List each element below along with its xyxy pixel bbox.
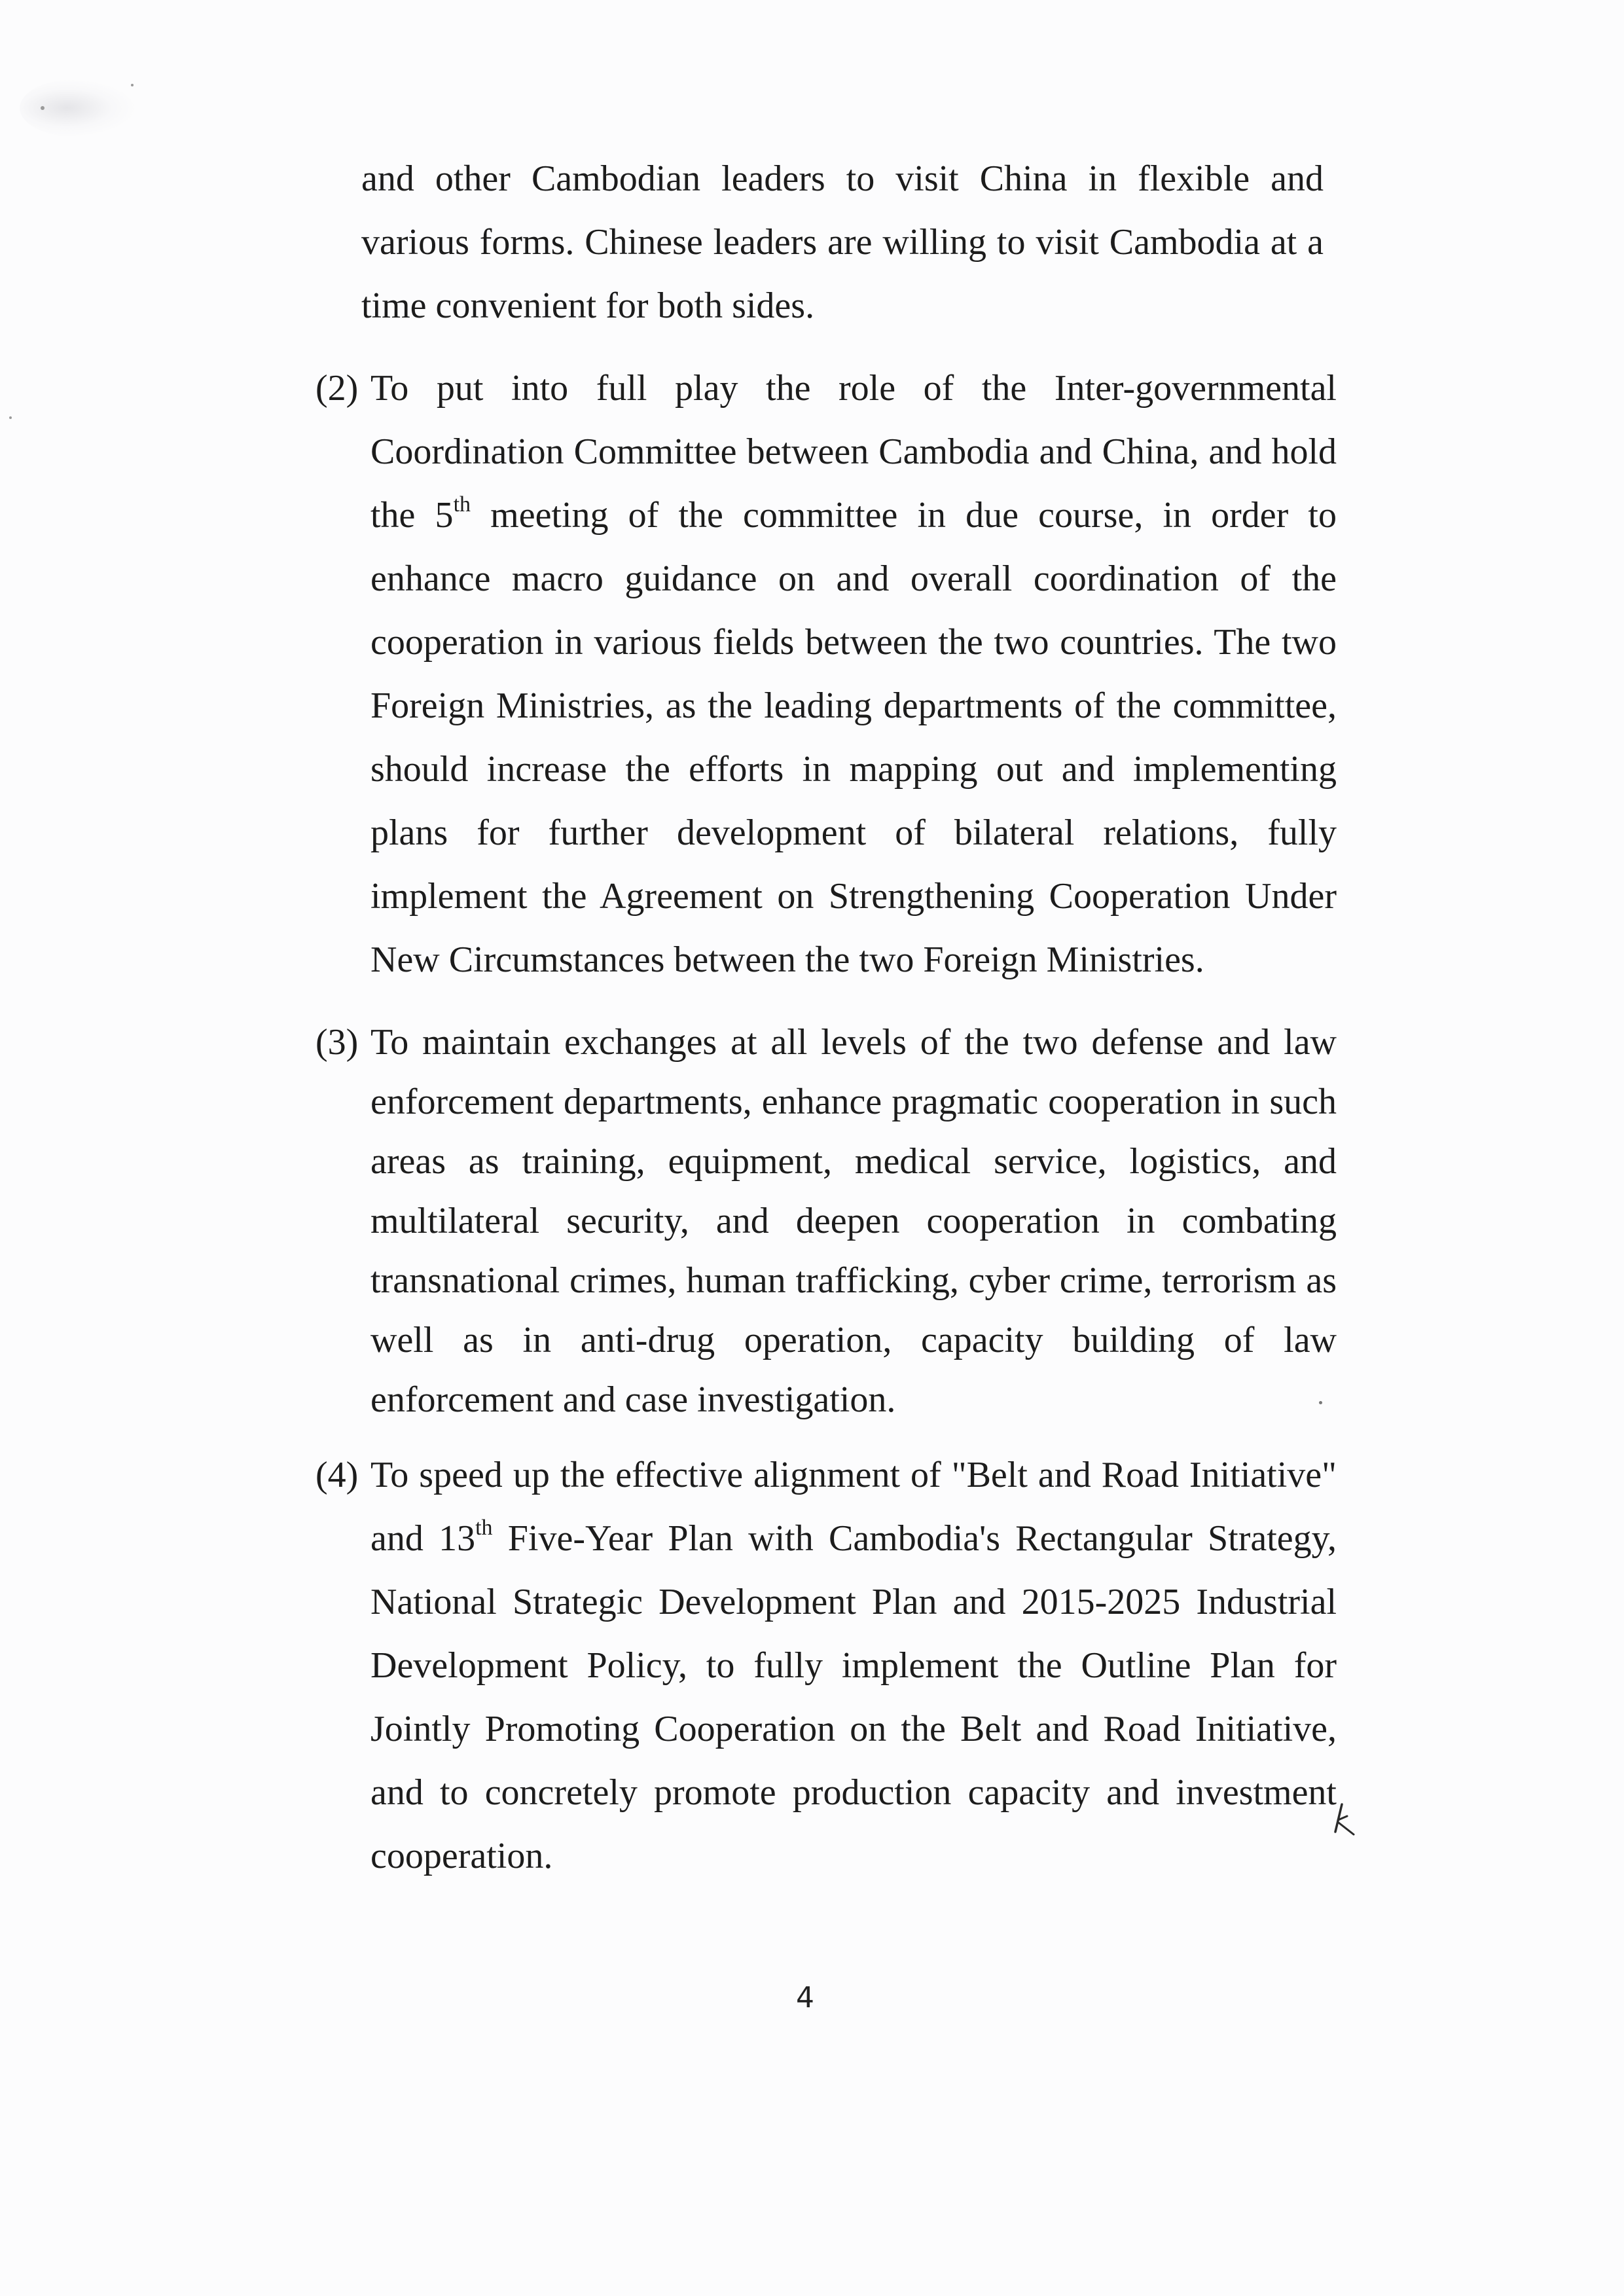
item-text-part: To speed up the effective alignment of "Belt and Road Initiative" xyxy=(370,1455,1337,1495)
scan-dot xyxy=(9,416,12,419)
item-number: (2) xyxy=(316,368,359,409)
item-text-part: and 13 xyxy=(370,1518,476,1559)
item-number: (4) xyxy=(316,1455,359,1495)
page-number: 4 xyxy=(796,1981,814,2014)
item-text-part: Five-Year Plan with Cambodia's Rectangular Strategy, National Strategic Development Plan and 2015-2025 Industrial Development Policy, to fully implement the Outline Plan for Jointly Promoting Cooperation on the Belt and Road Initiative, and to concretely promote production capacity and investment cooperation. xyxy=(370,1518,1337,1876)
handwritten-initial-mark xyxy=(1327,1800,1360,1840)
item-text: To maintain exchanges at all levels of the two defense and law enforcement departments, enhance pragmatic cooperation in such areas as training, equipment, medical service, logistics, and multilateral security, and deepen cooperation in combating transnational crimes, human trafficking, cyber crime, terrorism as well as in anti-drug operation, capacity building of law enforcement and case investigation. xyxy=(370,1022,1337,1420)
scan-dot xyxy=(1319,1401,1322,1404)
superscript: th xyxy=(453,492,471,517)
scan-smudge xyxy=(20,79,137,137)
superscript: th xyxy=(475,1516,493,1540)
item-text-part: meeting of the committee in due course, in order to enhance macro guidance on and overall coordination of the cooperation in various fields between the two countries. The two Foreign Ministries, as the leading departments of the committee, should increase the efforts in mapping out and implementing plans for further development of bilateral relations, fully implement the Agreement on Strengthening Cooperation Under New Circumstances between the two Foreign Ministries. xyxy=(370,495,1337,980)
scan-dot xyxy=(131,84,134,86)
scan-dot xyxy=(41,106,45,110)
intro-paragraph: and other Cambodian leaders to visit China in flexible and various forms. Chinese leaders are willing to visit Cambodia at a time convenient for both sides. xyxy=(361,158,1324,326)
item-text-part: To put into full play the role of the Inter-governmental Coordination Committee between Cambodia and China, and hold the 5 xyxy=(370,368,1337,536)
item-number: (3) xyxy=(316,1022,359,1063)
item-text xyxy=(370,1444,1337,1888)
item-text xyxy=(370,357,1337,992)
